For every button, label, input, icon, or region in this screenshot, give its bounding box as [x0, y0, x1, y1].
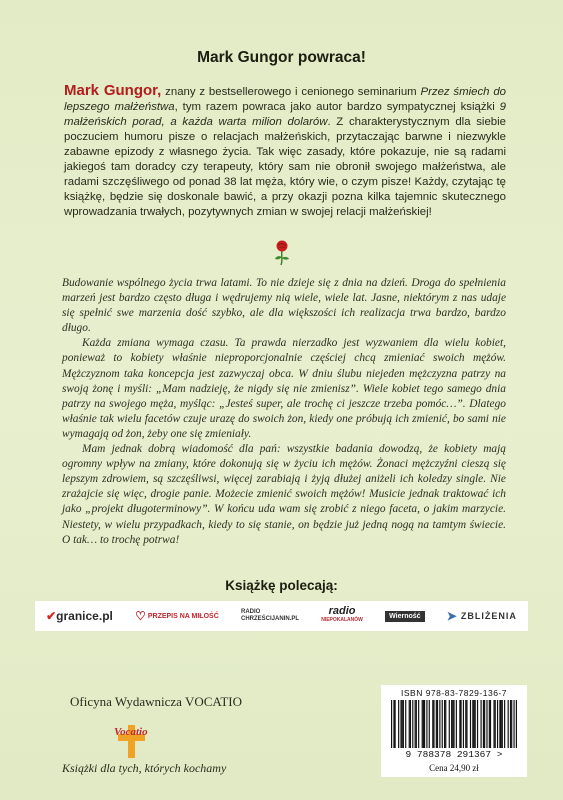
- barcode-bar: [473, 700, 474, 748]
- przepis-na-milosc-logo: ♡ PRZEPIS NA MIŁOŚĆ: [135, 609, 219, 623]
- page-title: Mark Gungor powraca!: [197, 49, 366, 66]
- barcode-bar: [433, 700, 434, 748]
- intro-text-2: , tym razem powraca jako autor bardzo sympatycznej książki: [174, 101, 500, 113]
- barcode-bar: [418, 700, 419, 748]
- barcode-bar: [422, 700, 423, 748]
- barcode-bar: [486, 700, 487, 748]
- barcode-bar: [426, 700, 427, 748]
- wiernosc-logo: Wierność: [385, 611, 424, 622]
- zblizenia-logo-text: ZBLIŻENIA: [460, 611, 517, 621]
- barcode-bar: [445, 700, 446, 748]
- vocatio-logo-text: Vocatio: [114, 726, 148, 738]
- barcode-bar: [513, 700, 514, 748]
- barcode-bar: [449, 700, 450, 748]
- barcode-bar: [484, 700, 485, 748]
- radio-b-text: radio: [328, 605, 356, 617]
- intro-text-1: znany z bestsellerowego i cenionego seminarium: [161, 86, 421, 98]
- barcode-bar: [405, 700, 406, 748]
- barcode-bar: [453, 700, 454, 748]
- barcode-bar: [452, 700, 453, 748]
- barcode-bar: [470, 700, 471, 748]
- barcode-bar: [415, 700, 416, 748]
- barcode-bar: [423, 700, 424, 748]
- barcode-bar: [451, 700, 452, 748]
- vocatio-logo: [110, 722, 158, 760]
- isbn-label: ISBN 978-83-7829-136-7: [401, 688, 507, 698]
- barcode-bar: [409, 700, 410, 748]
- barcode-bar: [444, 700, 445, 748]
- barcode-bar: [429, 700, 430, 748]
- barcode-bar: [497, 700, 498, 748]
- barcode-bar: [424, 700, 425, 748]
- barcode-bar: [400, 700, 401, 748]
- barcode-bar: [456, 700, 457, 748]
- barcode-bar: [463, 700, 464, 748]
- publisher-motto: Książki dla tych, których kochamy: [62, 761, 227, 775]
- body-paragraph: Budowanie wspólnego życia trwa latami. To nie dzieje się z dnia na dzień. Droga do spełnienia marzeń jest bardzo często długa i wędrujemy nią wiele, wiele lat. Jasne, niektórym z nas udaje się spełnić swe marzenia dość szybko, ale dla większości ich realizacja trwa bardzo, bardzo długo.: [62, 277, 506, 335]
- barcode-bar: [490, 700, 491, 748]
- barcode-digits: 9 788378 291367 >: [405, 749, 503, 760]
- body-paragraph: Każda zmiana wymaga czasu. Ta prawda nierzadko jest wyzwaniem dla wielu kobiet, ponieważ to kobiety właśnie nieproporcjonalnie częściej chcą zmieniać swoich mężów. Mężczyznom taka koncepcja jest zazwyczaj obca. W dniu ślubu niejeden mężczyzna patrzy na swoją żonę i myśli: „Mam nadzieję, że nigdy się nie zmienisz”. Wiele kobiet tego samego dnia patrzy na swojego męża, myśląc: „Jesteś super, ale trochę ci jeszcze trzeba pomóc…”. Dlatego właśnie tak wielu facetów czuje urazę do swoich żon, kiedy one próbują ich zmienić, bo sami nie wymagają od żon, żeby one się zmieniały.: [62, 337, 506, 440]
- barcode-bar: [483, 700, 484, 748]
- barcode-bar: [460, 700, 461, 748]
- barcode-bar: [459, 700, 460, 748]
- barcode-bar: [472, 700, 473, 748]
- barcode-bar: [475, 700, 476, 748]
- sponsor-logos-strip: [35, 601, 528, 631]
- barcode-bar: [508, 700, 509, 748]
- price-label: Cena 24,90 zł: [429, 763, 479, 773]
- isbn-barcode-box: [381, 685, 527, 777]
- barcode-bar: [436, 700, 437, 748]
- barcode-bar: [481, 700, 482, 748]
- granice-logo: ✔ granice.pl: [46, 609, 113, 623]
- barcode-bar: [499, 700, 500, 748]
- barcode-bar: [391, 700, 392, 748]
- barcode-bar: [432, 700, 433, 748]
- author-name: Mark Gungor,: [64, 82, 162, 99]
- barcode-bar: [412, 700, 413, 748]
- radio-b-sub: NIEPOKALANÓW: [321, 617, 363, 623]
- barcode-bar: [465, 700, 466, 748]
- barcode-bar: [510, 700, 511, 748]
- barcode-bar: [501, 700, 502, 748]
- publisher-name: Oficyna Wydawnicza VOCATIO: [70, 694, 243, 709]
- barcode-bar: [410, 700, 411, 748]
- barcode-bar: [437, 700, 438, 748]
- barcode-bar: [395, 700, 396, 748]
- barcode-bar: [402, 700, 403, 748]
- granice-logo-text: granice.pl: [56, 609, 113, 623]
- intro-paragraph: [64, 83, 506, 220]
- barcode: [391, 700, 517, 752]
- barcode-bar: [489, 700, 490, 748]
- barcode-bar: [439, 700, 440, 748]
- barcode-bar: [495, 700, 496, 748]
- rose-icon: [272, 240, 292, 266]
- radio-a-line2: CHRZEŚCIJANIN.PL: [240, 616, 299, 622]
- barcode-bar: [466, 700, 467, 748]
- przepis-logo-text: PRZEPIS NA MIŁOŚĆ: [147, 612, 219, 620]
- recommend-heading: Książkę polecają:: [225, 578, 338, 593]
- barcode-bar: [502, 700, 503, 748]
- barcode-bar: [511, 700, 512, 748]
- book-title: 9 małżeńskich porad, a każda warta milion dolarów: [64, 101, 506, 128]
- zblizenia-logo: ➤ ZBLIŻENIA: [446, 609, 517, 623]
- body-paragraph: Mam jednak dobrą wiadomość dla pań: wszystkie badania dowodzą, że kobiety mają ogromny wpływ na zmiany, które dokonują się w życiu ich mężów. Żonaci mężczyźni cieszą się lepszym zdrowiem, są szczęśliwsi, więcej zarabiają i żyją dłużej aniżeli ich koledzy single. Nie zrażajcie się więc, drogie panie. Możecie zmienić swoich mężów! Musicie jednak traktować ich jako „projekt długoterminowy”. W końcu uda wam się zrobić z niego faceta, o jakim marzycie. Niestety, w wielu przypadkach, kiedy to się stanie, on będzie już jedną nogą na tamtym świecie. O tak… to trochę potrwa!: [62, 443, 506, 546]
- barcode-bar: [493, 700, 494, 748]
- radio-niepokalanow-logo: [321, 607, 363, 625]
- radio-chrzescijanin-logo: [241, 609, 299, 623]
- barcode-bar: [403, 700, 404, 748]
- intro-text-3: . Z charakterystycznym dla siebie poczuciem humoru pisze o relacjach małżeńskich, przytaczając barwne i niezwykle zabawne epizody z własnego życia. Tak więc zasady, które pokazuje, nie są radami jakiegoś tam doradcy czy terapeuty, który sam nie obronił swojego małżeństwa, ale radami szczęśliwego od ponad 38 lat męża, który wie, o czym pisze! Każdy, czytając tę książkę, będzie się doskonale bawić, a przy okazji pozna kilka tajemnic skutecznego wprowadzania trwałych, pozytywnych zmian w swojej relacji małżeńskiej!: [64, 116, 506, 218]
- barcode-bar: [416, 700, 417, 748]
- seminar-title: Przez śmiech do lepszego małżeństwa: [64, 86, 506, 113]
- body-text: [62, 276, 506, 548]
- barcode-bar: [442, 700, 443, 748]
- barcode-bar: [516, 700, 517, 748]
- barcode-bar: [504, 700, 505, 748]
- radio-a-line1: RADIO: [240, 609, 261, 615]
- barcode-bar: [477, 700, 478, 748]
- barcode-bar: [398, 700, 399, 748]
- barcode-bar: [393, 700, 394, 748]
